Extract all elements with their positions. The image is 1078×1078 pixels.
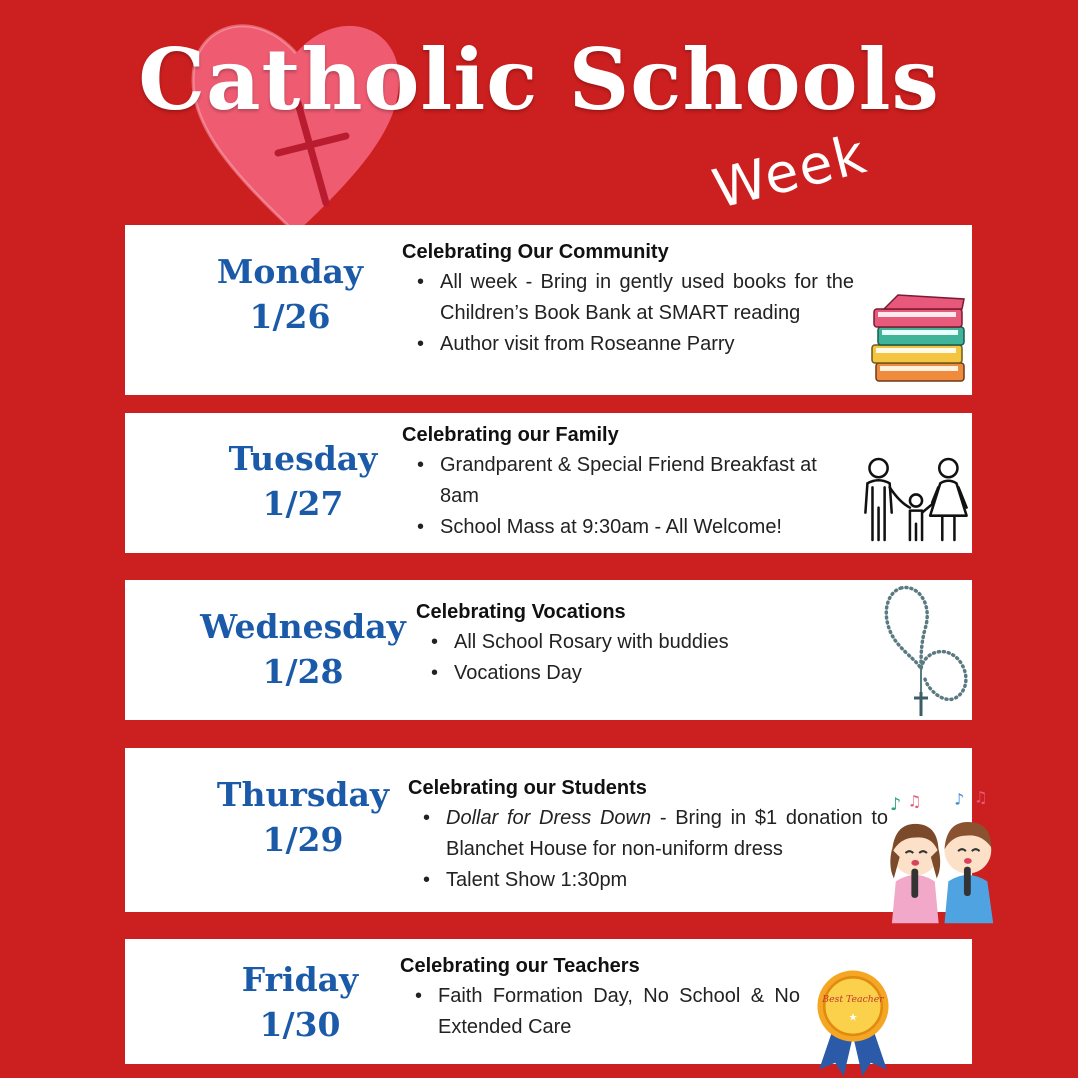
day-card-thursday — [125, 748, 988, 912]
day-date: 1/29 — [262, 820, 344, 859]
day-date: 1/27 — [262, 484, 344, 523]
rosary-icon — [863, 584, 973, 719]
event-list — [408, 803, 888, 896]
dress-down-detail: - Bring in $1 donation to Blanchet House for non-uniform dress — [446, 807, 889, 860]
event-list — [402, 267, 854, 360]
list-item: • Faith Formation Day, No School & No Extended Care — [400, 981, 800, 1043]
svg-text:♪: ♪ — [889, 795, 902, 816]
list-item: • All School Rosary with buddies — [416, 627, 836, 658]
day-card-wednesday — [125, 580, 972, 720]
day-name: Monday — [216, 252, 364, 291]
day-date: 1/30 — [259, 1005, 341, 1044]
day-heading: Celebrating our Students — [408, 777, 647, 799]
day-heading: Celebrating our Family — [402, 424, 619, 446]
day-card-monday — [125, 225, 972, 395]
event-list — [400, 981, 800, 1043]
dress-down-emphasis: Dollar for Dress Down — [446, 807, 652, 829]
svg-text:♫: ♫ — [973, 788, 988, 807]
day-date: 1/28 — [262, 652, 344, 691]
best-teacher-badge-icon — [811, 968, 895, 1078]
event-list — [402, 450, 842, 543]
family-icon — [861, 457, 973, 543]
day-card-tuesday — [125, 413, 972, 553]
event-list — [416, 627, 836, 689]
day-card-friday — [125, 939, 972, 1064]
day-heading: Celebrating our Teachers — [400, 955, 640, 977]
svg-text:♪: ♪ — [954, 790, 965, 809]
svg-text:★: ★ — [848, 1012, 858, 1024]
day-name: Thursday — [216, 775, 390, 814]
svg-text:♫: ♫ — [907, 792, 922, 811]
list-item — [408, 803, 888, 865]
day-name: Wednesday — [200, 607, 406, 646]
page-subtitle: Week — [706, 122, 874, 221]
list-item: • School Mass at 9:30am - All Welcome! — [402, 512, 842, 543]
day-heading: Celebrating Our Community — [402, 241, 669, 263]
singing-kids-icon — [888, 788, 1000, 926]
day-name: Friday — [241, 960, 359, 999]
list-item: • All week - Bring in gently used books for the Children’s Book Bank at SMART reading — [402, 267, 854, 329]
books-icon — [868, 293, 968, 388]
page-title: Catholic Schools — [138, 30, 940, 129]
list-item: • Author visit from Roseanne Parry — [402, 329, 854, 360]
day-heading: Celebrating Vocations — [416, 601, 626, 623]
day-date: 1/26 — [249, 297, 331, 336]
list-item: • Grandparent & Special Friend Breakfast at 8am — [402, 450, 842, 512]
list-item: • Vocations Day — [416, 658, 836, 689]
list-item: • Talent Show 1:30pm — [408, 865, 888, 896]
badge-text: Best Teacher — [822, 993, 884, 1005]
day-name: Tuesday — [228, 439, 378, 478]
